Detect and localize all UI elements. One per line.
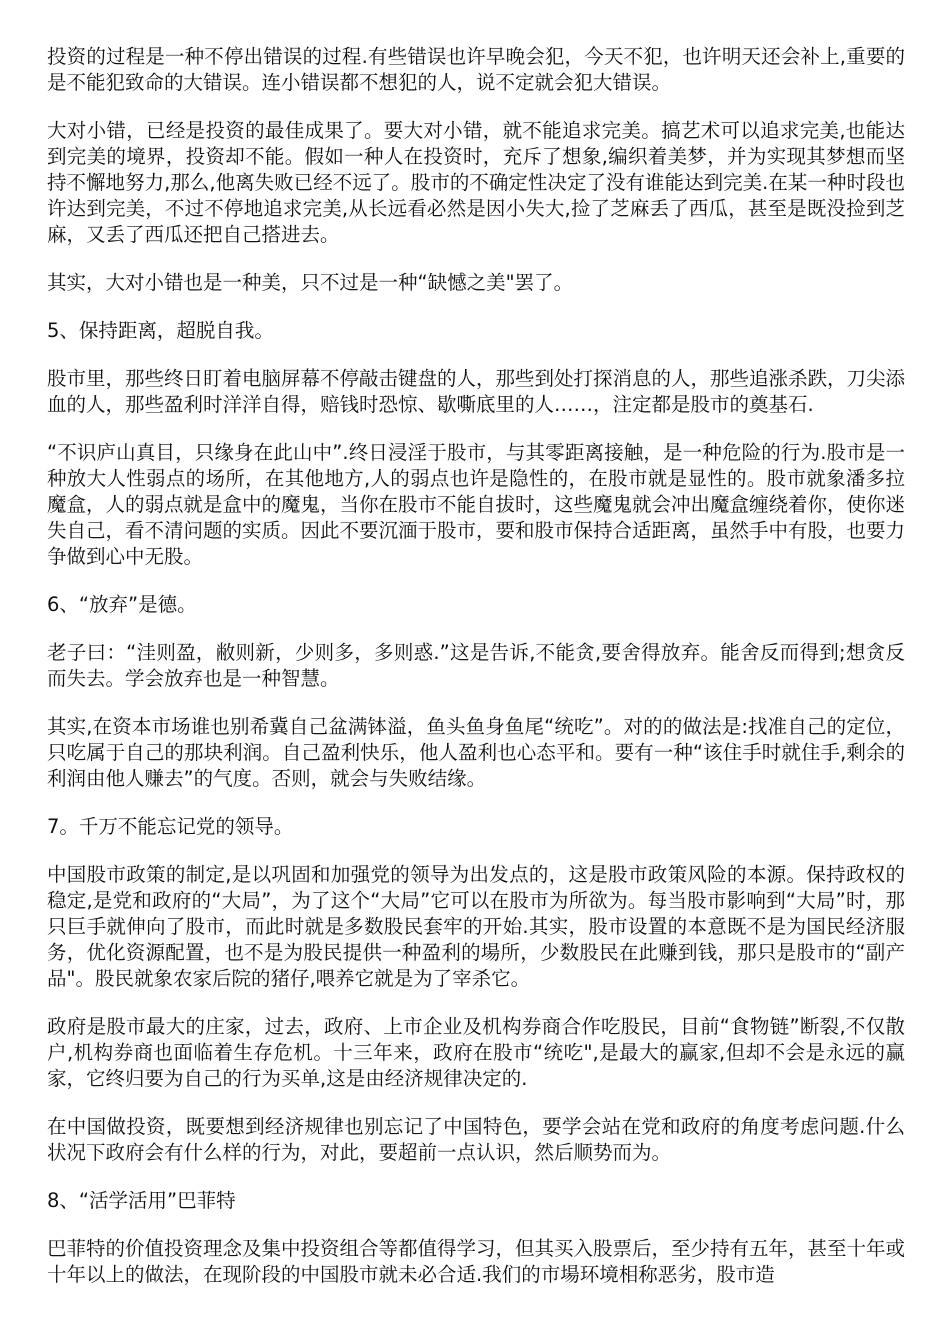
section-heading-8: 8、“活学活用”巴菲特 xyxy=(47,1189,236,1212)
paragraph-keep-distance: “不识庐山真目，只缘身在此山中”.终日浸淫于股市，与其零距离接触，是一种危险的行为.股市是一种放大人性弱点的场所，在其他地方,人的弱点也许是隐性的，在股市就是显性的。股市就象潘多拉魔盒，人的弱点就是盒中的魔鬼，当你在股市不能自拔时，这些魔鬼就会冲出魔盒缠绕着你，使你迷失自己，看不清问题的实质。因此不要沉湎于股市，要和股市保持合适距离，虽然手中有股，也要力争做到心中无股。 xyxy=(47,441,906,568)
section-heading-7: 7。千万不能忘记党的领导。 xyxy=(47,815,294,838)
paragraph-laozi: 老子曰：“洼则盈，敝则新，少则多，多则惑.”这是告诉,不能贪,要舍得放弃。能舍反而得到;想贪反而失去。学会放弃也是一种智慧。 xyxy=(47,641,905,690)
paragraph-chinese-characteristics: 在中国做投资，既要想到经济规律也别忘记了中国特色，要学会站在党和政府的角度考虑问题.什么状况下政府会有什么样的行为，对此，要超前一点认识，然后顺势而为。 xyxy=(47,1115,905,1164)
paragraph-government-dealer: 政府是股市最大的庄家，过去，政府、上市企业及机构券商合作吃股民，目前“食物链”断裂,不仅散户,机构券商也面临着生存危机。十三年来，政府在股市“统吃",是最大的赢家,但却不会是永远的赢家，它终归要为自己的行为买单,这是由经济规律决定的. xyxy=(47,1015,905,1090)
section-heading-5: 5、保持距离，超脱自我。 xyxy=(47,319,274,342)
paragraph-investment-mistakes: 投资的过程是一种不停出错误的过程.有些错误也许早晚会犯，今天不犯，也许明天还会补上,重要的是不能犯致命的大错误。连小错误都不想犯的人，说不定就会犯大错误。 xyxy=(47,45,905,94)
paragraph-buffett: 巴菲特的价值投资理念及集中投资组合等都值得学习，但其买入股票后，至少持有五年，甚至十年或十年以上的做法，在现阶段的中国股市就未必合适.我们的市場环境相称恶劣，股市造 xyxy=(47,1237,906,1286)
paragraph-big-right-small-wrong: 大对小错，已经是投资的最佳成果了。要大对小错，就不能追求完美。搞艺术可以追求完美,也能达到完美的境界，投资却不能。假如一种人在投资时，充斥了想象,编织着美梦，并为实现其梦想而坚持不懈地努力,那么,他离失败已经不远了。股市的不确定性决定了没有谁能达到完美.在某一种时段也许达到完美，不过不停地追求完美,从长远看必然是因小失大,捡了芝麻丢了西瓜，甚至是既没捡到芝麻，又丢了西瓜还把自己搭进去。 xyxy=(47,119,905,246)
paragraph-imperfect-beauty: 其实，大对小错也是一种美，只不过是一种“缺憾之美"罢了。 xyxy=(47,271,574,294)
paragraph-dont-eat-all: 其实,在资本市场谁也别希冀自己盆满钵溢，鱼头鱼身鱼尾“统吃”。对的的做法是:找准自己的定位，只吃属于自己的那块利润。自己盈利快乐，他人盈利也心态平和。要有一种“该住手时就住手,剩余的利润由他人赚去”的气度。否则，就会与失败结缘。 xyxy=(47,715,905,790)
paragraph-policy-risk: 中国股市政策的制定,是以巩固和加强党的领导为出发点的，这是股市政策风险的本源。保持政权的稳定,是党和政府的“大局”，为了这个“大局”它可以在股市为所欲为。每当股市影响到“大局”时，那只巨手就伸向了股市，而此时就是多数股民套牢的开始.其实，股市设置的本意既不是为国民经济服务，优化资源配置，也不是为股民提供一种盈利的場所，少数股民在此赚到钱，那只是股市的“副产品"。股民就象农家后院的猪仔,喂养它就是为了宰杀它。 xyxy=(47,863,905,990)
paragraph-stock-market-crowd: 股市里，那些终日盯着电脑屏幕不停敲击键盘的人，那些到处打探消息的人，那些追涨杀跌，刀尖添血的人，那些盈利时洋洋自得，赔钱时恐惊、歇嘶底里的人……，注定都是股市的奠基石. xyxy=(47,367,906,416)
section-heading-6: 6、“放弃”是德。 xyxy=(47,593,197,616)
document-page xyxy=(47,44,905,1310)
